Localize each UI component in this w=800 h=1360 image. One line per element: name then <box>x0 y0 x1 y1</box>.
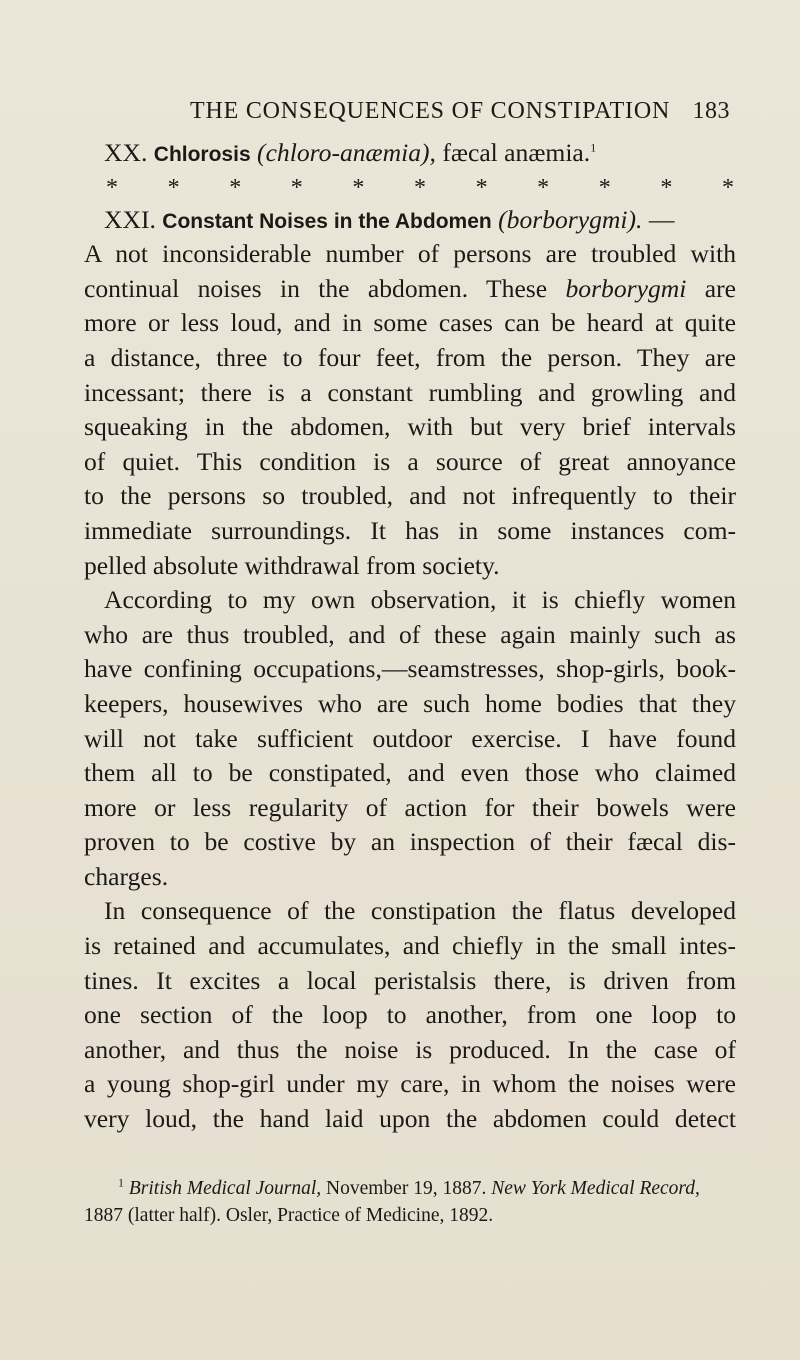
line-text: are <box>704 273 736 303</box>
paragraph-line: more or less regularity of action for their bowels were <box>84 792 736 822</box>
asterisk: * <box>167 174 180 201</box>
section-xxi-heading <box>84 203 736 238</box>
asterisk: * <box>598 174 611 201</box>
paragraph-line: have confining occupations,—seamstresses, shop-girls, book- <box>84 654 736 684</box>
asterisk: * <box>537 174 550 201</box>
footnote-line <box>84 1175 736 1202</box>
paragraph-line: a distance, three to four feet, from the person. They are <box>84 342 736 372</box>
footnote-source: New York Medical Record, <box>491 1178 700 1199</box>
paragraph-line <box>84 272 736 307</box>
paragraph-line: another, and thus the noise is produced. In the case of <box>84 1034 736 1064</box>
footnote-source: British Medical Journal, <box>128 1178 322 1199</box>
paragraph-line: According to my own observation, it is chiefly women <box>104 585 736 615</box>
asterisk: * <box>106 174 118 201</box>
paragraph-line: charges. <box>84 861 169 891</box>
asterisk-separator <box>84 171 736 203</box>
paragraph-line: pelled absolute withdrawal from society. <box>84 550 500 580</box>
paragraph-line: one section of the loop to another, from one loop to <box>84 1000 736 1030</box>
asterisk: * <box>290 174 303 201</box>
line-text: continual noises in the abdomen. These <box>84 273 548 303</box>
section-number: XX. <box>104 138 148 167</box>
asterisk: * <box>721 174 734 201</box>
footnote-date: November 19, 1887. <box>326 1178 487 1199</box>
paragraph-line: squeaking in the abdomen, with but very brief intervals <box>84 412 736 442</box>
paragraph-line: them all to be constipated, and even those who claimed <box>84 758 736 788</box>
section-subtitle: fæcal anæmia. <box>442 138 591 167</box>
italic-term: borborygmi <box>565 273 687 303</box>
footnote <box>84 1175 736 1229</box>
paragraph-line: who are thus troubled, and of these again mainly such as <box>84 619 736 649</box>
section-xx-heading <box>84 136 736 171</box>
paragraph-line: very loud, the hand laid upon the abdomen could detect <box>84 1104 736 1134</box>
paragraph-line: more or less loud, and in some cases can be heard at quite <box>84 308 736 338</box>
paragraph-line: of quiet. This condition is a source of great annoyance <box>84 446 736 476</box>
section-title: Chlorosis <box>153 143 251 166</box>
paragraph-line: In consequence of the constipation the flatus developed <box>104 896 736 926</box>
paragraph-line: will not take sufficient outdoor exercise. I have found <box>84 723 736 753</box>
latin-term: (borborygmi). <box>498 204 643 234</box>
running-head-title: THE CONSEQUENCES OF CONSTIPATION <box>190 98 671 124</box>
section-title: Constant Noises in the Abdomen <box>162 209 492 233</box>
asterisk: * <box>229 174 242 201</box>
em-dash: — <box>642 204 675 234</box>
footnote-line: 1887 (latter half). Osler, Practice of Medicine, 1892. <box>84 1205 494 1226</box>
paragraph-line: tines. It excites a local peristalsis there, is driven from <box>84 965 736 995</box>
paragraph-line: A not inconsiderable number of persons are troubled with <box>84 239 736 269</box>
asterisk: * <box>660 174 673 201</box>
paragraph-line: immediate surroundings. It has in some instances com- <box>84 515 736 545</box>
running-head <box>190 98 730 132</box>
paragraph-line: a young shop-girl under my care, in whom the noises were <box>84 1069 736 1099</box>
latin-term: (chloro-anæmia), <box>257 138 436 167</box>
section-number: XXI. <box>104 204 156 234</box>
page-number: 183 <box>692 98 730 124</box>
body-text <box>84 136 736 1137</box>
paragraph-line: keepers, housewives who are such home bodies that they <box>84 688 736 718</box>
asterisk: * <box>475 174 488 201</box>
asterisk: * <box>413 174 426 201</box>
asterisk: * <box>352 174 365 201</box>
paragraph-line: is retained and accumulates, and chiefly in the small intes- <box>84 931 736 961</box>
paragraph-line: incessant; there is a constant rumbling and growling and <box>84 377 736 407</box>
paragraph-line: to the persons so troubled, and not infrequently to their <box>84 481 736 511</box>
paragraph-line: proven to be costive by an inspection of their fæcal dis- <box>84 827 736 857</box>
footnote-reference: 1 <box>590 140 597 155</box>
footnote-mark: 1 <box>118 1175 124 1190</box>
